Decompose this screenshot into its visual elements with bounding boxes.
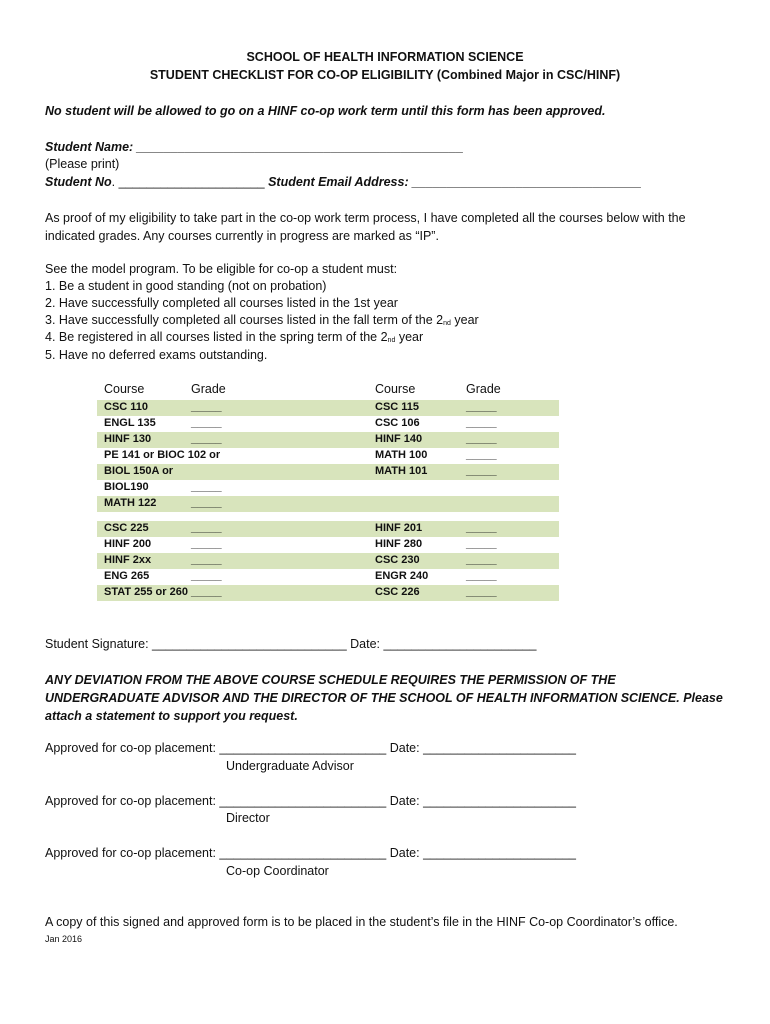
grade-field[interactable]: _____ <box>191 538 222 550</box>
course-name: MATH 101 <box>375 465 428 477</box>
approval-advisor-field[interactable]: Approved for co-op placement: ________________________ Date: ______________________ <box>45 741 577 755</box>
form-title-school: SCHOOL OF HEALTH INFORMATION SCIENCE <box>246 50 524 64</box>
student-number-row <box>45 175 642 189</box>
deviation-notice: ANY DEVIATION FROM THE ABOVE COURSE SCHEDULE REQUIRES THE PERMISSION OF THE UNDERGRADUATE ADVISOR AND THE DIRECTOR OF THE SCHOOL OF HEALTH INFORMATION SCIENCE. Please attach a statement to support you request. <box>45 673 723 723</box>
requirement-4-text: 4. Be registered in all courses listed in the spring term of the 2 <box>45 330 388 344</box>
requirement-4 <box>45 330 423 344</box>
grade-field[interactable]: _____ <box>466 570 497 582</box>
course-name: HINF 140 <box>375 433 423 445</box>
table-spacer <box>97 512 559 521</box>
header-grade-left: Grade <box>191 382 226 396</box>
course-name: ENGL 135 <box>104 417 156 429</box>
student-name-field[interactable]: Student Name: _______________________________________________ <box>45 140 464 154</box>
course-name: HINF 2xx <box>104 554 152 566</box>
header-grade-right: Grade <box>466 382 501 396</box>
course-name: CSC 106 <box>375 417 420 429</box>
course-name: CSC 110 <box>104 401 149 413</box>
requirement-4-year: year <box>395 330 424 344</box>
course-name: CSC 225 <box>104 522 149 534</box>
requirement-1: 1. Be a student in good standing (not on probation) <box>45 279 327 293</box>
grade-field[interactable]: _____ <box>191 401 222 413</box>
course-name: HINF 280 <box>375 538 423 550</box>
grade-field[interactable]: _____ <box>191 417 222 429</box>
grade-field[interactable]: _____ <box>466 449 497 461</box>
grade-field[interactable]: _____ <box>466 538 497 550</box>
please-print-note: (Please print) <box>45 157 120 171</box>
table-row <box>97 537 559 553</box>
table-row <box>97 448 559 464</box>
approval-advisor-role: Undergraduate Advisor <box>226 759 354 773</box>
requirement-3 <box>45 313 479 327</box>
grade-field[interactable]: _____ <box>191 433 222 445</box>
course-name: BIOL 150A or <box>104 465 174 477</box>
course-name: HINF 201 <box>375 522 423 534</box>
header-course-right: Course <box>375 382 416 396</box>
course-name: CSC 226 <box>375 586 420 598</box>
course-name: ENG 265 <box>104 570 150 582</box>
approval-director-field[interactable]: Approved for co-op placement: ________________________ Date: ______________________ <box>45 794 577 808</box>
requirement-5: 5. Have no deferred exams outstanding. <box>45 348 268 362</box>
grade-field[interactable]: _____ <box>466 522 497 534</box>
grade-field[interactable]: _____ <box>466 401 497 413</box>
course-table <box>97 382 559 601</box>
approval-director-role: Director <box>226 811 270 825</box>
student-signature-field[interactable]: Student Signature: ____________________________ Date: ______________________ <box>45 637 537 651</box>
course-name: MATH 100 <box>375 449 428 461</box>
grade-field[interactable]: _____ <box>191 522 222 534</box>
revision-date: Jan 2016 <box>45 934 83 944</box>
proof-paragraph: As proof of my eligibility to take part in the co-op work term process, I have completed all the courses below with the indicated grades. Any courses currently in progress are marked as “IP”. <box>45 211 686 243</box>
requirement-3-text: 3. Have successfully completed all courses listed in the fall term of the 2 <box>45 313 444 327</box>
course-name: STAT 255 or 260 <box>104 586 188 598</box>
grade-field[interactable]: _____ <box>466 586 497 598</box>
student-number-field[interactable]: . _____________________ <box>111 175 269 189</box>
approval-coordinator-role: Co-op Coordinator <box>226 864 329 878</box>
grade-field[interactable]: _____ <box>191 554 222 566</box>
grade-field[interactable]: _____ <box>191 586 222 598</box>
table-row <box>97 432 559 448</box>
table-row <box>97 480 559 496</box>
table-header <box>97 382 559 400</box>
course-name: HINF 130 <box>104 433 152 445</box>
student-number-label: Student No <box>45 175 112 189</box>
requirement-4-ordinal: nd <box>387 337 396 344</box>
table-row <box>97 464 559 480</box>
approval-warning: No student will be allowed to go on a HINF co-op work term until this form has been approved. <box>45 104 606 118</box>
grade-field[interactable]: _____ <box>466 433 497 445</box>
grade-field[interactable]: _____ <box>191 570 222 582</box>
course-name: CSC 115 <box>375 401 420 413</box>
requirement-3-year: year <box>450 313 479 327</box>
footer-note: A copy of this signed and approved form is to be placed in the student’s file in the HINF Co-op Coordinator’s office. <box>45 915 678 929</box>
course-name: PE 141 or BIOC 102 or <box>104 449 221 461</box>
course-name: HINF 200 <box>104 538 152 550</box>
table-row <box>97 496 559 512</box>
grade-field[interactable]: _____ <box>191 497 222 509</box>
table-row <box>97 585 559 601</box>
grade-field[interactable]: _____ <box>466 554 497 566</box>
header-course-left: Course <box>104 382 145 396</box>
course-name: BIOL190 <box>104 481 149 493</box>
requirement-2: 2. Have successfully completed all courses listed in the 1st year <box>45 296 398 310</box>
form-title-checklist: STUDENT CHECKLIST FOR CO-OP ELIGIBILITY (Combined Major in CSC/HINF) <box>149 68 621 82</box>
table-row <box>97 569 559 585</box>
table-row <box>97 416 559 432</box>
grade-field[interactable]: _____ <box>191 481 222 493</box>
approval-coordinator-field[interactable]: Approved for co-op placement: ________________________ Date: ______________________ <box>45 846 577 860</box>
grade-field[interactable]: _____ <box>466 417 497 429</box>
course-name: CSC 230 <box>375 554 420 566</box>
requirement-3-ordinal: nd <box>443 320 451 327</box>
course-name: ENGR 240 <box>375 570 429 582</box>
table-row <box>97 521 559 537</box>
student-email-field[interactable]: Student Email Address: _________________________________ <box>268 175 642 189</box>
model-program-intro: See the model program. To be eligible for co-op a student must: <box>45 262 398 276</box>
course-name: MATH 122 <box>104 497 157 509</box>
table-row <box>97 553 559 569</box>
grade-field[interactable]: _____ <box>466 465 497 477</box>
table-row <box>97 400 559 416</box>
